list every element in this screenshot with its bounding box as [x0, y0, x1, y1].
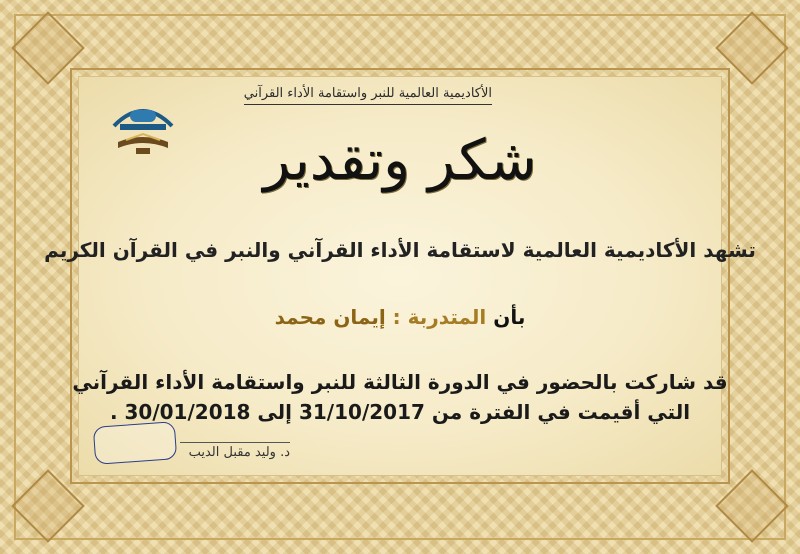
academy-stamp — [93, 421, 177, 465]
certificate-statement: تشهد الأكاديمية العالمية لاستقامة الأداء القرآني والنبر في القرآن الكريم — [44, 238, 756, 262]
trainee-line — [0, 305, 800, 329]
participation-text: قد شاركت بالحضور في الدورة الثالثة للنبر واستقامة الأداء القرآني — [72, 370, 728, 394]
trainee-name: إيمان محمد — [274, 305, 386, 329]
trainee-label: المتدربة — [407, 305, 487, 329]
certificate-title: شكر وتقدير — [263, 128, 537, 193]
course-period: التي أقيمت في الفترة من 31/10/2017 إلى 30/01/2018 . — [109, 400, 691, 424]
trainee-separator: : — [392, 305, 401, 329]
academy-header: الأكاديمية العالمية للنبر واستقامة الأداء القرآني — [244, 86, 492, 105]
signatory-name: د. وليد مقبل الديب — [180, 442, 290, 460]
trainee-prefix: بأن — [493, 305, 526, 329]
